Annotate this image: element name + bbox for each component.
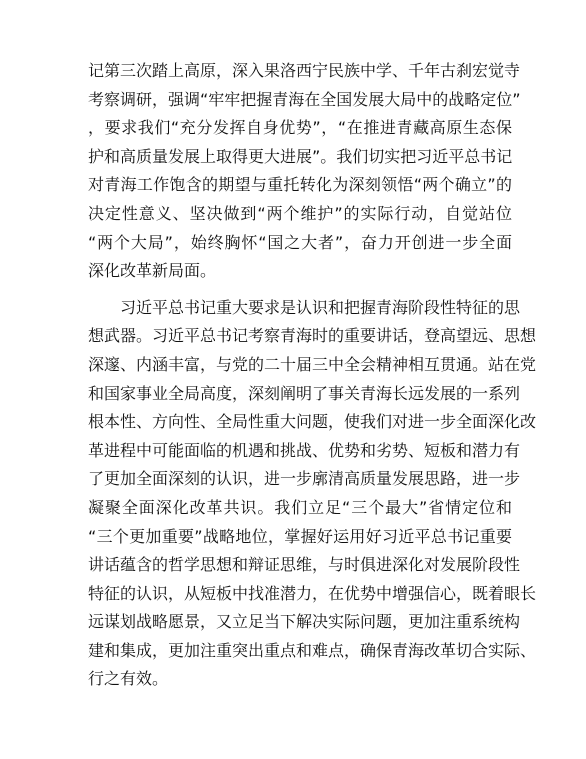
paragraph-1 <box>88 57 521 286</box>
text-line: 深化改革新局面。 <box>88 261 217 281</box>
document-body <box>88 57 537 694</box>
text-line: 深邃、内涵丰富，与党的二十届三中全会精神相互贯通。站在党 <box>88 354 537 374</box>
text-line: 革进程中可能面临的机遇和挑战、优势和劣势、短板和潜力有 <box>88 440 521 460</box>
text-line: 习近平总书记重大要求是认识和把握青海阶段性特征的思 <box>120 297 521 317</box>
text-line: 和国家事业全局高度，深刻阐明了事关青海长远发展的一系列 <box>88 383 521 403</box>
text-line: 了更加全面深刻的认识，进一步廓清高质量发展思路，进一步 <box>88 469 521 489</box>
paragraph-2 <box>88 294 537 694</box>
text-line: ，要求我们“充分发挥自身优势”，“在推进青藏高原生态保 <box>88 118 512 138</box>
text-line: 考察调研，强调“牢牢把握青海在全国发展大局中的战略定位” <box>88 89 521 109</box>
text-line: 特征的认识，从短板中找准潜力，在优势中增强信心，既着眼长 <box>88 583 537 603</box>
text-line: 决定性意义、坚决做到“两个维护”的实际行动，自觉站位 <box>88 203 512 223</box>
text-line: 讲话蕴含的哲学思想和辩证思维，与时俱进深化对发展阶段性 <box>88 555 521 575</box>
text-line: 想武器。习近平总书记考察青海时的重要讲话，登高望远、思想 <box>88 326 537 346</box>
text-line: 记第三次踏上高原，深入果洛西宁民族中学、千年古刹宏觉寺 <box>88 61 521 80</box>
text-line: 凝聚全面深化改革共识。我们立足“三个最大”省情定位和 <box>88 497 512 517</box>
text-line: “三个更加重要”战略地位，掌握好运用好习近平总书记重要 <box>88 526 512 546</box>
text-line: 建和集成，更加注重突出重点和难点，确保青海改革切合实际、 <box>88 640 537 660</box>
text-line: 护和高质量发展上取得更大进展”。我们切实把习近平总书记 <box>88 146 513 166</box>
text-line: 根本性、方向性、全局性重大问题，使我们对进一步全面深化改 <box>88 412 537 432</box>
text-line: “两个大局”，始终胸怀“国之大者”，奋力开创进一步全面 <box>88 232 512 252</box>
text-line: 对青海工作饱含的期望与重托转化为深刻领悟“两个确立”的 <box>88 175 512 195</box>
text-line: 行之有效。 <box>88 669 169 689</box>
text-line: 远谋划战略愿景，又立足当下解决实际问题，更加注重系统构 <box>88 612 521 632</box>
